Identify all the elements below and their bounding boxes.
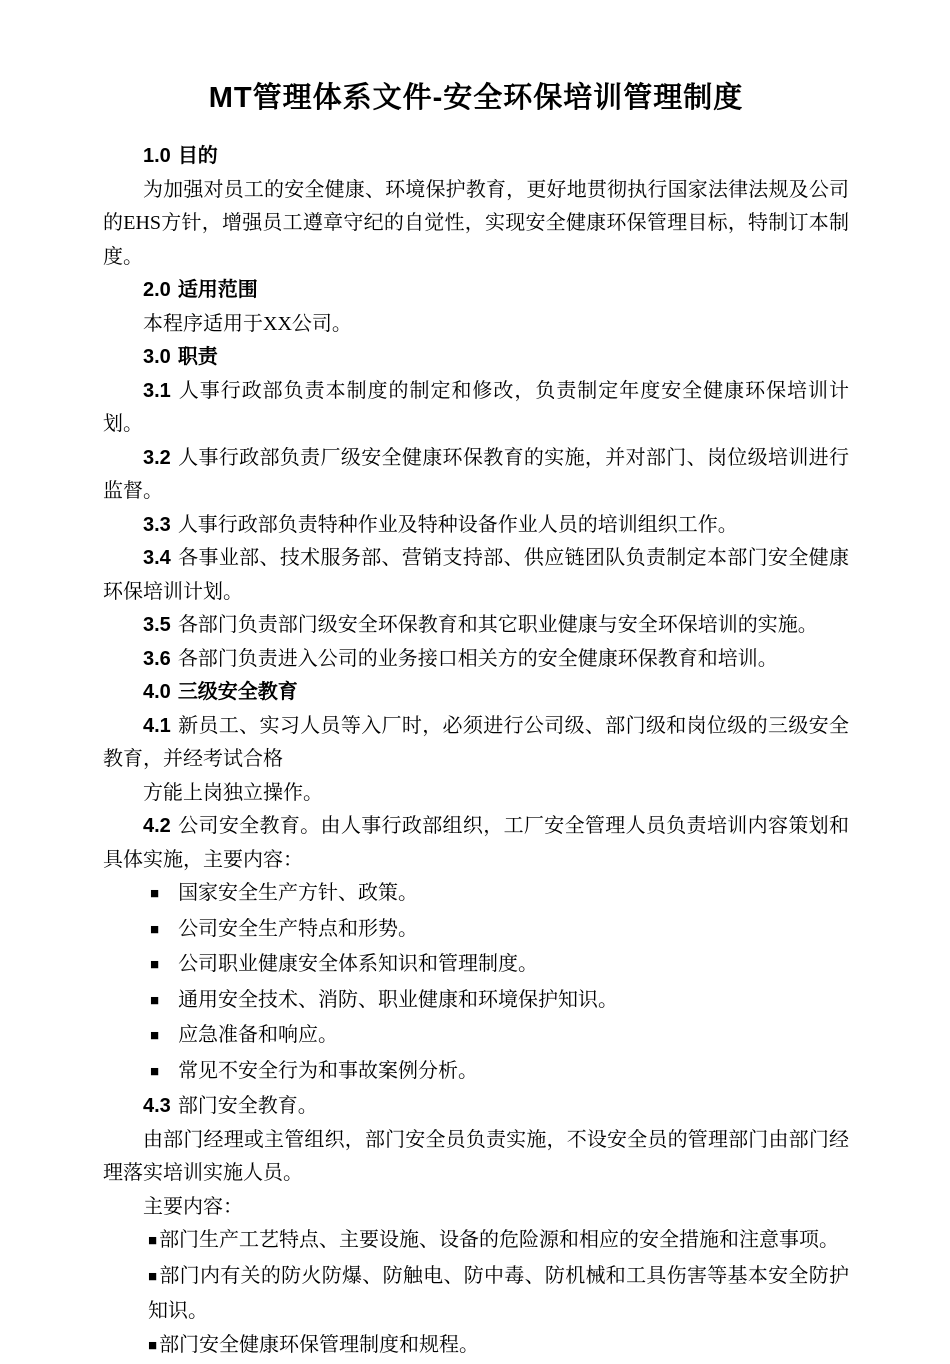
bullet-item (103, 1329, 849, 1364)
numbered-paragraph (103, 442, 849, 509)
square-bullet-icon: ■ (150, 1020, 159, 1054)
item-text: 各事业部、技术服务部、营销支持部、供应链团队负责制定本部门安全健康环保培训计划。 (103, 547, 849, 603)
section-heading-text: 三级安全教育 (178, 681, 298, 703)
item-text: 部门安全教育。 (178, 1095, 318, 1117)
bullet-text: 国家安全生产方针、政策。 (178, 882, 418, 904)
bullet-item (103, 913, 849, 949)
paragraph: 主要内容： (103, 1191, 849, 1225)
paragraph: 由部门经理或主管组织，部门安全员负责实施，不设安全员的管理部门由部门经理落实培训实施人员。 (103, 1124, 849, 1191)
section-number: 1.0 (143, 145, 171, 167)
square-bullet-icon: ■ (148, 1330, 157, 1364)
numbered-paragraph (103, 810, 849, 877)
item-number: 3.6 (143, 648, 171, 670)
item-text: 人事行政部负责特种作业及特种设备作业人员的培训组织工作。 (178, 514, 738, 536)
item-text: 各部门负责部门级安全环保教育和其它职业健康与安全环保培训的实施。 (178, 614, 818, 636)
square-bullet-icon: ■ (150, 914, 159, 948)
bullet-text: 应急准备和响应。 (178, 1024, 338, 1046)
item-number: 3.4 (143, 547, 171, 569)
section-heading-text: 职责 (178, 346, 218, 368)
document-body (103, 140, 849, 1364)
square-bullet-icon: ■ (148, 1225, 157, 1259)
bullet-item (103, 1055, 849, 1091)
item-number: 3.5 (143, 614, 171, 636)
item-number: 3.3 (143, 514, 171, 536)
section-heading-three-level-education (103, 676, 849, 710)
bullet-item (103, 1224, 849, 1260)
numbered-paragraph (103, 609, 849, 643)
square-bullet-icon: ■ (150, 878, 159, 912)
paragraph: 为加强对员工的安全健康、环境保护教育，更好地贯彻执行国家法律法规及公司的EHS方针，增强员工遵章守纪的自觉性，实现安全健康环保管理目标，特制订本制度。 (103, 174, 849, 275)
square-bullet-icon: ■ (150, 949, 159, 983)
bullet-item (103, 984, 849, 1020)
item-text: 公司安全教育。由人事行政部组织，工厂安全管理人员负责培训内容策划和具体实施，主要内容： (103, 815, 849, 871)
item-number: 3.1 (143, 380, 171, 402)
bullet-text: 通用安全技术、消防、职业健康和环境保护知识。 (178, 989, 618, 1011)
item-number: 4.1 (143, 715, 171, 737)
section-number: 4.0 (143, 681, 171, 703)
bullet-text: 部门生产工艺特点、主要设施、设备的危险源和相应的安全措施和注意事项。 (159, 1229, 839, 1251)
numbered-paragraph (103, 710, 849, 777)
section-heading-text: 适用范围 (178, 279, 258, 301)
bullet-text: 公司安全生产特点和形势。 (178, 918, 418, 940)
bullet-text: 常见不安全行为和事故案例分析。 (178, 1060, 478, 1082)
numbered-paragraph (103, 375, 849, 442)
bullet-text: 部门内有关的防火防爆、防触电、防中毒、防机械和工具伤害等基本安全防护知识。 (148, 1265, 849, 1323)
square-bullet-icon: ■ (148, 1261, 157, 1295)
section-heading-text: 目的 (178, 145, 218, 167)
bullet-item (103, 1260, 849, 1329)
item-number: 4.3 (143, 1095, 171, 1117)
section-heading-responsibility (103, 341, 849, 375)
bullet-item (103, 877, 849, 913)
square-bullet-icon: ■ (150, 1056, 159, 1090)
item-text: 各部门负责进入公司的业务接口相关方的安全健康环保教育和培训。 (178, 648, 778, 670)
section-heading-purpose (103, 140, 849, 174)
page-title: MT管理体系文件-安全环保培训管理制度 (103, 80, 849, 116)
bullet-text: 部门安全健康环保管理制度和规程。 (159, 1334, 479, 1356)
paragraph: 本程序适用于XX公司。 (103, 308, 849, 342)
bullet-item (103, 1019, 849, 1055)
numbered-paragraph (103, 509, 849, 543)
section-number: 2.0 (143, 279, 171, 301)
numbered-paragraph (103, 643, 849, 677)
item-text: 人事行政部负责厂级安全健康环保教育的实施，并对部门、岗位级培训进行监督。 (103, 447, 849, 503)
item-number: 3.2 (143, 447, 171, 469)
item-text: 新员工、实习人员等入厂时，必须进行公司级、部门级和岗位级的三级安全教育，并经考试合格 (103, 715, 849, 771)
bullet-text: 公司职业健康安全体系知识和管理制度。 (178, 953, 538, 975)
section-heading-scope (103, 274, 849, 308)
section-number: 3.0 (143, 346, 171, 368)
numbered-paragraph (103, 542, 849, 609)
item-number: 4.2 (143, 815, 171, 837)
bullet-item (103, 948, 849, 984)
paragraph: 方能上岗独立操作。 (103, 777, 849, 811)
item-text: 人事行政部负责本制度的制定和修改，负责制定年度安全健康环保培训计划。 (103, 380, 849, 436)
square-bullet-icon: ■ (150, 985, 159, 1019)
numbered-paragraph (103, 1090, 849, 1124)
